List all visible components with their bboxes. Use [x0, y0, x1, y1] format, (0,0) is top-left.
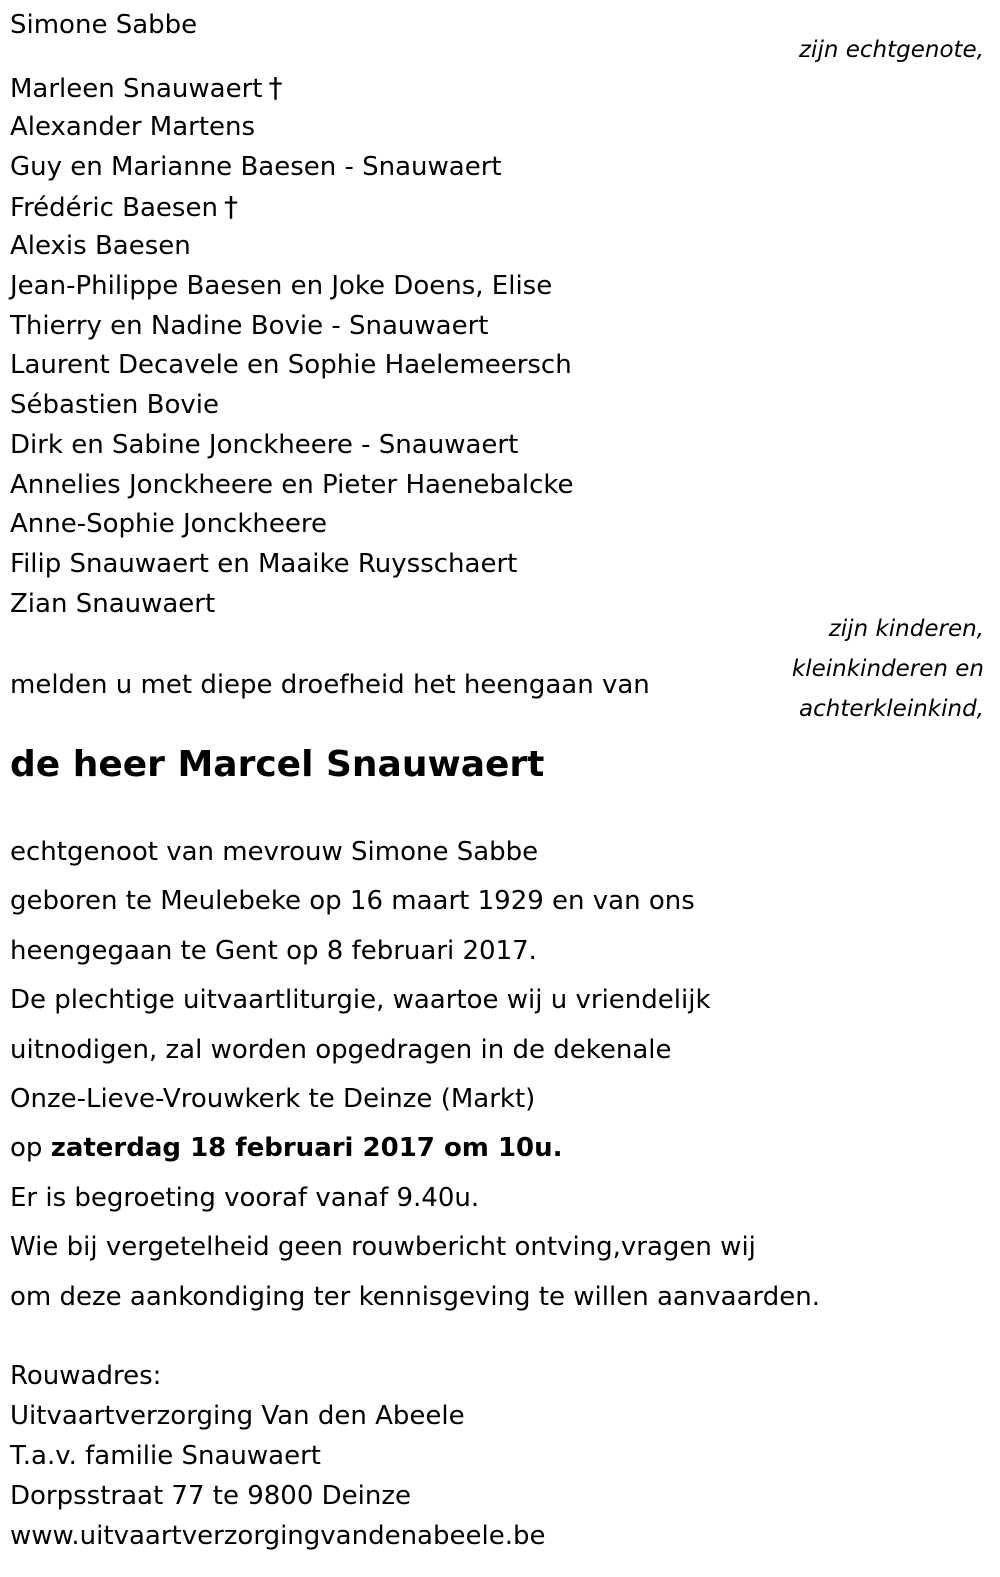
family-member: Thierry en Nadine Bovie - Snauwaert: [10, 310, 489, 341]
address-line: Dorpsstraat 77 te 9800 Deinze: [10, 1481, 412, 1511]
family-member: Jean-Philippe Baesen en Joke Doens, Elise: [10, 270, 553, 301]
family-member: Zian Snauwaert: [10, 588, 216, 619]
address-line: T.a.v. familie Snauwaert: [10, 1441, 321, 1471]
family-member: Laurent Decavele en Sophie Haelemeersch: [10, 350, 572, 381]
family-member: Dirk en Sabine Jonckheere - Snauwaert: [10, 429, 519, 460]
body-line: Er is begroeting vooraf vanaf 9.40u.: [10, 1182, 480, 1213]
cross-icon: †: [268, 71, 283, 104]
body-line: Wie bij vergetelheid geen rouwbericht ontving,vragen wij: [10, 1232, 756, 1263]
mourning-address: [10, 1356, 545, 1556]
spouse-name: Simone Sabbe: [10, 10, 198, 40]
family-member: Alexander Martens: [10, 111, 256, 142]
family-member: Filip Snauwaert en Maaike Ruysschaert: [10, 549, 518, 579]
family-member: Annelies Jonckheere en Pieter Haenebalcke: [10, 469, 574, 500]
role-children-2: kleinkinderen en: [791, 656, 984, 682]
address-line: Uitvaartverzorging Van den Abeele: [10, 1401, 465, 1431]
website-link[interactable]: www.uitvaartverzorgingvandenabeele.be: [10, 1521, 546, 1551]
family-member: Frédéric Baesen †: [10, 190, 238, 224]
role-children-1: zijn kinderen,: [828, 616, 984, 642]
family-member: Anne-Sophie Jonckheere: [10, 509, 327, 540]
funeral-date-line: op zaterdag 18 februari 2017 om 10u.: [10, 1133, 563, 1164]
family-list: [10, 68, 574, 625]
family-member: Sébastien Bovie: [10, 390, 219, 420]
announcement: melden u met diepe droefheid het heengaan van: [10, 670, 650, 700]
body-line: uitnodigen, zal worden opgedragen in de dekenale: [10, 1034, 672, 1065]
family-member: Guy en Marianne Baesen - Snauwaert: [10, 151, 502, 182]
role-children-3: achterkleinkind,: [799, 696, 984, 722]
funeral-date: zaterdag 18 februari 2017 om 10u.: [50, 1133, 563, 1164]
body-line: geboren te Meulebeke op 16 maart 1929 en van ons: [10, 886, 695, 917]
body-line: heengegaan te Gent op 8 februari 2017.: [10, 935, 537, 966]
family-member: Marleen Snauwaert †: [10, 71, 283, 104]
cross-icon: †: [223, 190, 238, 224]
address-label: Rouwadres:: [10, 1361, 162, 1391]
deceased-name: de heer Marcel Snauwaert: [10, 744, 545, 785]
body-line: De plechtige uitvaartliturgie, waartoe wij u vriendelijk: [10, 985, 711, 1016]
role-spouse: zijn echtgenote,: [798, 37, 984, 63]
family-member: Alexis Baesen: [10, 231, 191, 261]
body-line: Onze-Lieve-Vrouwkerk te Deinze (Markt): [10, 1083, 536, 1114]
obituary-body: [10, 832, 820, 1326]
body-line: om deze aankondiging ter kennisgeving te willen aanvaarden.: [10, 1281, 821, 1312]
body-line: echtgenoot van mevrouw Simone Sabbe: [10, 837, 539, 867]
